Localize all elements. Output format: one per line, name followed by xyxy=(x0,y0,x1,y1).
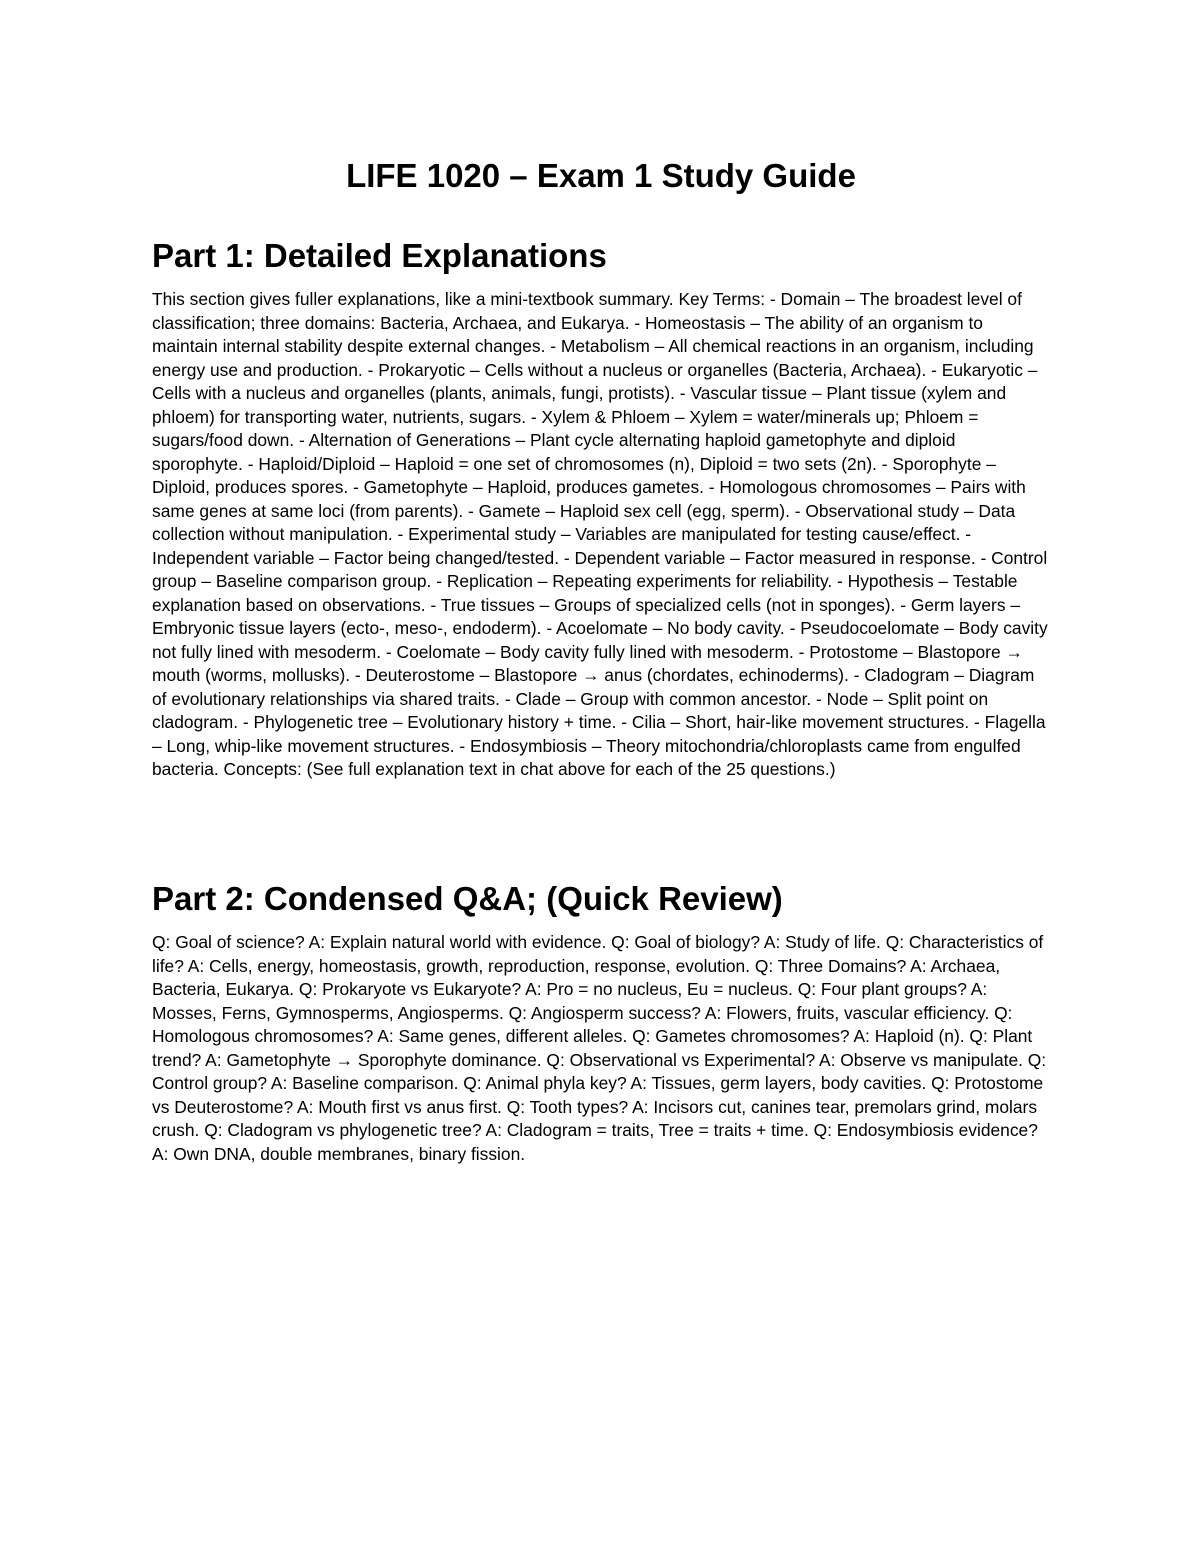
part1-heading: Part 1: Detailed Explanations xyxy=(152,237,607,274)
part2-heading: Part 2: Condensed Q&A; (Quick Review) xyxy=(152,880,783,917)
part2-body-text: Q: Goal of science? A: Explain natural world with evidence. Q: Goal of biology? A: Study of life. Q: Characteristics of life? A: Cells, energy, homeostasis, growth, reproduction, response, evolution. Q: Three Domains? A: Archaea, Bacteria, Eukarya. Q: Prokaryote vs Eukaryote? A: Pro = no nucleus, Eu = nucleus. Q: Four plant groups? A: Mosses, Ferns, Gymnosperms, Angiosperms. Q: Angiosperm success? A: Flowers, fruits, vascular efficiency. Q: Homologous chromosomes? A: Same genes, different alleles. Q: Gametes chromosomes? A: Haploid (n). Q: Plant trend? A: Gametophyte → Sporophyte dominance. Q: Observational vs Experimental? A: Observe vs manipulate. Q: Control group? A: Baseline comparison. Q: Animal phyla key? A: Tissues, germ layers, body cavities. Q: Protostome vs Deuterostome? A: Mouth first vs anus first. Q: Tooth types? A: Incisors cut, canines tear, premolars grind, molars crush. Q: Cladogram vs phylogenetic tree? A: Cladogram = traits, Tree = traits + time. Q: Endosymbiosis evidence? A: Own DNA, double membranes, binary fission. xyxy=(152,932,1047,1164)
document-title: LIFE 1020 – Exam 1 Study Guide xyxy=(346,157,856,194)
part1-body-text: This section gives fuller explanations, like a mini-textbook summary. Key Terms: - Domain – The broadest level of classification; three domains: Bacteria, Archaea, and Eukarya. - Homeostasis – The ability of an organism to maintain internal stability despite external changes. - Metabolism – All chemical reactions in an organism, including energy use and production. - Prokaryotic – Cells without a nucleus or organelles (Bacteria, Archaea). - Eukaryotic – Cells with a nucleus and organelles (plants, animals, fungi, protists). - Vascular tissue – Plant tissue (xylem and phloem) for transporting water, nutrients, sugars. - Xylem & Phloem – Xylem = water/minerals up; Phloem = sugars/food down. - Alternation of Generations – Plant cycle alternating haploid gametophyte and diploid sporophyte. - Haploid/Diploid – Haploid = one set of chromosomes (n), Diploid = two sets (2n). - Sporophyte – Diploid, produces spores. - Gametophyte – Haploid, produces gametes. - Homologous chromosomes – Pairs with same genes at same loci (from parents). - Gamete – Haploid sex cell (egg, sperm). - Observational study – Data collection without manipulation. - Experimental study – Variables are manipulated for testing cause/effect. - Independent variable – Factor being changed/tested. - Dependent variable – Factor measured in response. - Control group – Baseline comparison group. - Replication – Repeating experiments for reliability. - Hypothesis – Testable explanation based on observations. - True tissues – Groups of specialized cells (not in sponges). - Germ layers – Embryonic tissue layers (ecto-, meso-, endoderm). - Acoelomate – No body cavity. - Pseudocoelomate – Body cavity not fully lined with mesoderm. - Coelomate – Body cavity fully lined with mesoderm. - Protostome – Blastopore → mouth (worms, mollusks). - Deuterostome – Blastopore → anus (chordates, echinoderms). - Cladogram – Diagram of evolutionary relationships via shared traits. - Clade – Group with common ancestor. - Node – Split point on cladogram. - Phylogenetic tree – Evolutionary history + time. - Cilia – Short, hair-like movement structures. - Flagella – Long, whip-like movement structures. - Endosymbiosis – Theory mitochondria/chloroplasts came from engulfed bacteria. Concepts: (See full explanation text in chat above for each of the 25 questions.) xyxy=(152,289,1048,779)
